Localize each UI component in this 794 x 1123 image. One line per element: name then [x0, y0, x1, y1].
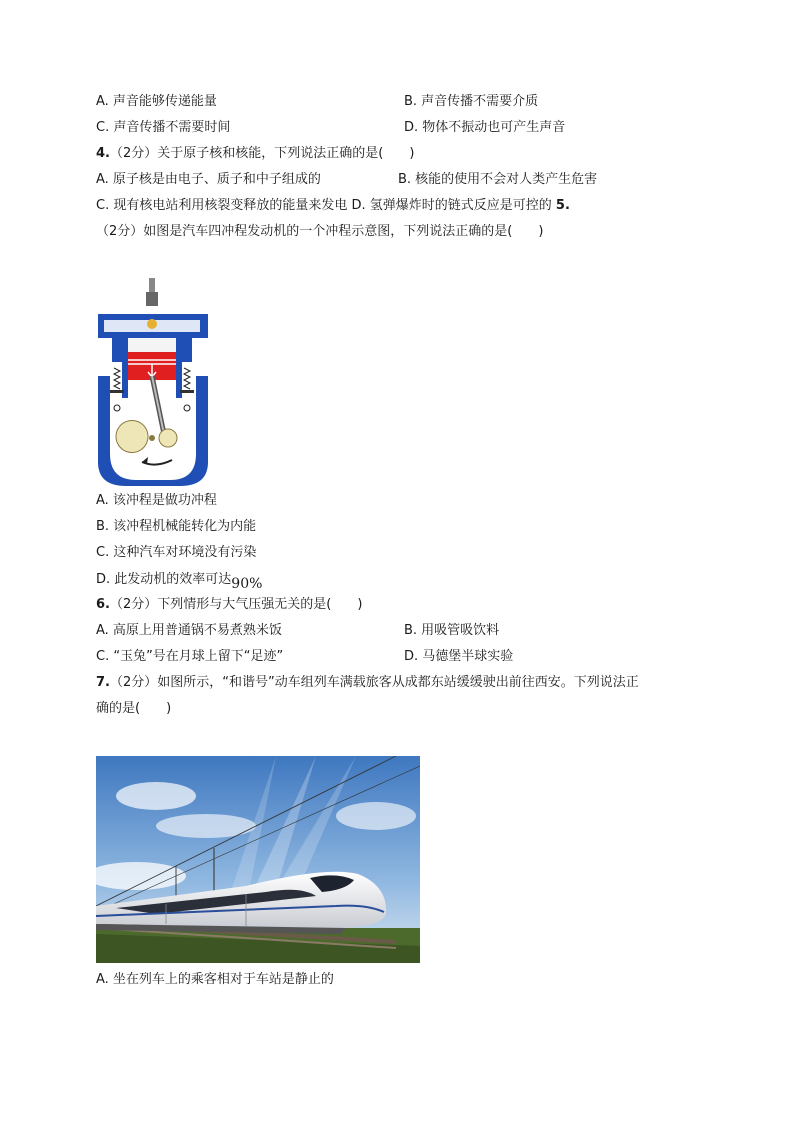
q7-stem-line2: 确的是( ) [96, 701, 172, 716]
q3-option-c: C. 声音传播不需要时间 [96, 120, 231, 135]
q3-option-d: D. 物体不振动也可产生声音 [404, 120, 566, 135]
q6-option-b: B. 用吸管吸饮料 [404, 623, 500, 638]
q7-number: 7. [96, 675, 110, 690]
q5-option-c: C. 这种汽车对环境没有污染 [96, 545, 257, 560]
q6-stem: （2分）下列情形与大气压强无关的是( ) [109, 597, 363, 612]
q5-stem: （2分）如图是汽车四冲程发动机的一个冲程示意图，下列说法正确的是( ) [96, 224, 544, 239]
q4-number: 4. [96, 146, 110, 161]
q5-option-a: A. 该冲程是做功冲程 [96, 493, 217, 508]
q4-stem: （2分）关于原子核和核能，下列说法正确的是( ) [109, 146, 415, 161]
q7-stem-1: （2分）如图所示，“和谐号”动车组列车满载旅客从成都东站缓缓驶出前往西安。下列说法正 [109, 675, 639, 690]
q6-option-c: C. “玉兔”号在月球上留下“足迹” [96, 649, 284, 664]
engine-stroke-diagram [96, 276, 210, 486]
q4-option-c: C. 现有核电站利用核裂变释放的能量来发电 [96, 198, 348, 213]
q6-stem-line [96, 596, 362, 614]
q6-option-d: D. 马德堡半球实验 [404, 649, 514, 664]
q5-option-d-text: D. 此发动机的效率可达 [96, 572, 232, 587]
q5-option-b: B. 该冲程机械能转化为内能 [96, 519, 257, 534]
q5-number: 5. [555, 198, 570, 213]
q5-option-d [96, 570, 263, 592]
q5-efficiency-value: 90% [231, 576, 263, 592]
high-speed-train-photo [96, 756, 420, 963]
q4-option-d: D. 氢弹爆炸时的链式反应是可控的 [351, 198, 552, 213]
q6-number: 6. [96, 597, 110, 612]
q4-options-cd-line [96, 197, 570, 215]
q4-option-a: A. 原子核是由电子、质子和中子组成的 [96, 172, 321, 187]
q6-option-a: A. 高原上用普通锅不易煮熟米饭 [96, 623, 282, 638]
q3-option-b: B. 声音传播不需要介质 [404, 94, 539, 109]
q4-option-b: B. 核能的使用不会对人类产生危害 [398, 172, 598, 187]
q3-option-a: A. 声音能够传递能量 [96, 94, 217, 109]
q7-option-a: A. 坐在列车上的乘客相对于车站是静止的 [96, 972, 334, 987]
q7-stem-line1 [96, 674, 639, 692]
q4-stem-line [96, 145, 414, 163]
